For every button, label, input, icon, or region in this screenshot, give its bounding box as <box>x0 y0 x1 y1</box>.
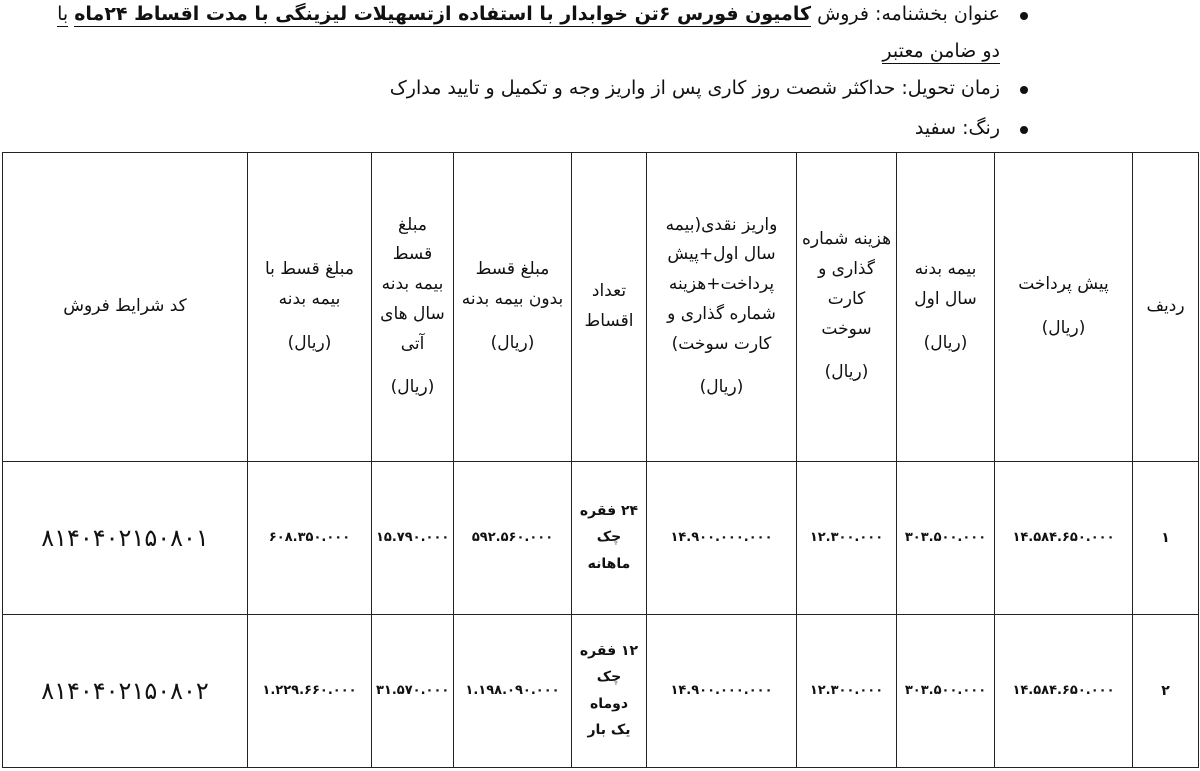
cell-sale-code: ۸۱۴۰۴۰۲۱۵۰۸۰۱ <box>3 461 248 614</box>
cell-future-insurance: ۳۱.۵۷۰.۰۰۰ <box>372 614 454 767</box>
table-row <box>3 614 1199 767</box>
vehicle-color: رنگ: سفید <box>914 117 1000 139</box>
header-installment-no-insurance: مبلغ قسط بدون بیمه بدنه (ریال) <box>454 153 572 462</box>
cell-row-no: ۲ <box>1133 614 1199 767</box>
header-insurance: بیمه بدنه سال اول (ریال) <box>897 153 995 462</box>
table-row <box>3 461 1199 614</box>
bullet-icon <box>1020 12 1028 20</box>
header-plate-cost: هزینه شماره گذاری و کارت سوخت (ریال) <box>797 153 897 462</box>
header-row-no: ردیف <box>1133 153 1199 462</box>
cell-installments-count: ۱۲ فقره چک دوماه یک بار <box>572 614 647 767</box>
header-installment-with-insurance: مبلغ قسط با بیمه بدنه (ریال) <box>248 153 372 462</box>
cell-cash-deposit: ۱۴.۹۰۰.۰۰۰.۰۰۰ <box>647 461 797 614</box>
circular-info <box>0 0 1200 150</box>
cell-installment-with-insurance: ۶۰۸.۳۵۰.۰۰۰ <box>248 461 372 614</box>
cell-future-insurance: ۱۵.۷۹۰.۰۰۰ <box>372 461 454 614</box>
header-cash-deposit: واریز نقدی(بیمه سال اول+پیش پرداخت+هزینه شماره گذاری و کارت سوخت) (ریال) <box>647 153 797 462</box>
cell-installment-with-insurance: ۱.۲۲۹.۶۶۰.۰۰۰ <box>248 614 372 767</box>
header-future-insurance: مبلغ قسط بیمه بدنه سال های آتی (ریال) <box>372 153 454 462</box>
circular-title-continued: دو ضامن معتبر <box>882 40 1000 62</box>
table-header-row <box>3 153 1199 462</box>
cell-installments-count: ۲۴ فقره چک ماهانه <box>572 461 647 614</box>
cell-installment-no-insurance: ۵۹۲.۵۶۰.۰۰۰ <box>454 461 572 614</box>
cell-installment-no-insurance: ۱.۱۹۸.۰۹۰.۰۰۰ <box>454 614 572 767</box>
header-sale-code: کد شرایط فروش <box>3 153 248 462</box>
cell-row-no: ۱ <box>1133 461 1199 614</box>
sale-conditions-table <box>2 152 1199 768</box>
cell-insurance: ۳۰۳.۵۰۰.۰۰۰ <box>897 461 995 614</box>
cell-plate-cost: ۱۲.۳۰۰.۰۰۰ <box>797 461 897 614</box>
bullet-icon <box>1020 86 1028 94</box>
cell-prepayment: ۱۴.۵۸۴.۶۵۰.۰۰۰ <box>995 461 1133 614</box>
cell-prepayment: ۱۴.۵۸۴.۶۵۰.۰۰۰ <box>995 614 1133 767</box>
cell-plate-cost: ۱۲.۳۰۰.۰۰۰ <box>797 614 897 767</box>
cell-cash-deposit: ۱۴.۹۰۰.۰۰۰.۰۰۰ <box>647 614 797 767</box>
bullet-icon <box>1020 126 1028 134</box>
circular-title-bold: کامیون فورس ۶تن خوابدار با استفاده ازتسهیلات لیزینگی با مدت اقساط ۲۴ماه <box>74 3 812 25</box>
circular-title: عنوان بخشنامه: فروش کامیون فورس ۶تن خوابدار با استفاده ازتسهیلات لیزینگی با مدت اقساط ۲۴ماه با <box>57 3 1000 25</box>
header-installments-count: تعداد اقساط <box>572 153 647 462</box>
cell-sale-code: ۸۱۴۰۴۰۲۱۵۰۸۰۲ <box>3 614 248 767</box>
header-prepayment: پیش پرداخت (ریال) <box>995 153 1133 462</box>
delivery-time: زمان تحویل: حداکثر شصت روز کاری پس از واریز وجه و تکمیل و تایید مدارک <box>389 77 1000 99</box>
cell-insurance: ۳۰۳.۵۰۰.۰۰۰ <box>897 614 995 767</box>
